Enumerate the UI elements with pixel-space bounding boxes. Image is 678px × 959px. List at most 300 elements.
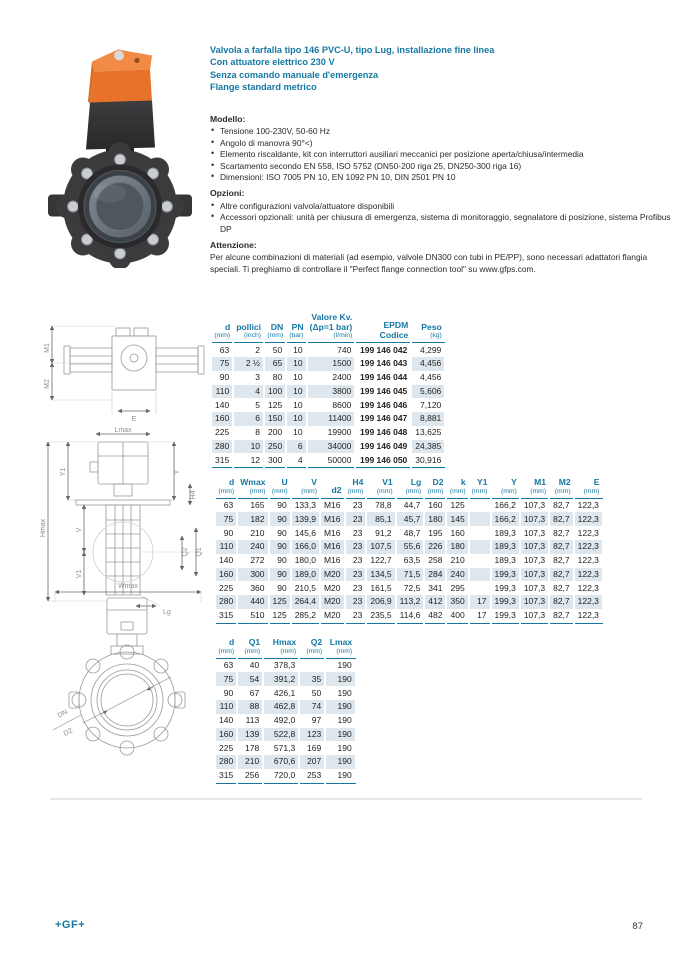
column-header: d (mm) (215, 478, 237, 498)
table-cell: 4,299 (411, 343, 445, 357)
title-line: Valvola a farfalla tipo 146 PVC-U, tipo Lug, installazione fine linea (210, 45, 495, 55)
table-cell: 182 (237, 512, 268, 526)
table-cell: 35 (299, 672, 325, 686)
table-cell: 122,3 (574, 554, 603, 568)
table-cell: 295 (446, 581, 468, 595)
table-cell: 82,7 (549, 526, 574, 540)
table-cell (469, 498, 491, 512)
table-cell: 10 (286, 343, 306, 357)
table-cell: 107,3 (520, 540, 549, 554)
dim-label-wmax: Wmax (118, 583, 138, 590)
modello-list (210, 126, 675, 183)
table-cell: 189,0 (291, 568, 320, 582)
table-cell: 107,3 (520, 526, 549, 540)
table-cell: 44,7 (396, 498, 425, 512)
column-header: Y (mm) (491, 478, 520, 498)
table-cell: 107,3 (520, 581, 549, 595)
dim-label-q2: Q2 (182, 547, 189, 557)
table-row (215, 686, 355, 700)
column-header: d (mm) (215, 638, 237, 658)
table-cell: 189,3 (491, 526, 520, 540)
table-cell: 122,3 (574, 581, 603, 595)
table-cell: 122,7 (366, 554, 395, 568)
table-cell: 272 (237, 554, 268, 568)
table-cell: 50 (264, 343, 286, 357)
spec-item: • Elemento riscaldante, kit con interruttori ausiliari meccanici per posizione aperta/chiusa/intermedia (210, 149, 675, 160)
table-cell: 5,606 (411, 385, 445, 399)
table-row (215, 498, 602, 512)
table-cell: 160 (215, 728, 237, 742)
table-cell: 80 (264, 371, 286, 385)
table-cell: 90 (269, 568, 291, 582)
table-cell: 178 (237, 741, 263, 755)
table-cell: 199 146 045 (355, 385, 411, 399)
table-cell: 90 (269, 498, 291, 512)
table-cell: 71,5 (396, 568, 425, 582)
table-cell: 256 (237, 769, 263, 783)
table-cell: 139,9 (291, 512, 320, 526)
section-opzioni-label: Opzioni: (210, 188, 245, 199)
table-cell: 145,6 (291, 526, 320, 540)
column-header: Lg (mm) (396, 478, 425, 498)
table-cell: 199 146 044 (355, 371, 411, 385)
dim-label-lg: Lg (163, 609, 171, 616)
table-cell: 285,2 (291, 609, 320, 623)
table-cell: 90 (211, 371, 233, 385)
table-cell: 48,7 (396, 526, 425, 540)
table-cell: 199 146 050 (355, 453, 411, 467)
table-cell: 90 (269, 581, 291, 595)
table-cell: 462,8 (263, 700, 299, 714)
table-cell: 63 (215, 658, 237, 672)
table-cell: 114,6 (396, 609, 425, 623)
table-cell: M20 (320, 595, 345, 609)
table-cell: 50000 (307, 453, 356, 467)
table-row (211, 426, 445, 440)
table-cell: 11400 (307, 412, 356, 426)
table-cell: M16 (320, 512, 345, 526)
table-cell: 34000 (307, 440, 356, 454)
ordering-table (210, 313, 445, 468)
table-cell: 207 (299, 755, 325, 769)
table-cell: 122,3 (574, 609, 603, 623)
table-cell: 190 (325, 755, 355, 769)
table-cell: 180 (424, 512, 446, 526)
gf-logo: +GF+ (55, 919, 86, 931)
table-cell: 10 (286, 426, 306, 440)
table-row (211, 385, 445, 399)
column-header: H4 (mm) (345, 478, 367, 498)
page-number: 87 (632, 921, 643, 932)
opzioni-list (210, 201, 675, 235)
table-cell: 75 (215, 512, 237, 526)
table-cell: 740 (307, 343, 356, 357)
table-row (215, 769, 355, 783)
table-cell: 140 (211, 398, 233, 412)
dim-label-m2: M2 (44, 379, 51, 389)
table-cell: 7,120 (411, 398, 445, 412)
table-cell: 190 (325, 700, 355, 714)
table-cell: 210 (237, 526, 268, 540)
table-cell: 122,3 (574, 526, 603, 540)
section-attenzione-label: Attenzione: (210, 240, 257, 251)
table-row (211, 398, 445, 412)
table-cell: 1500 (307, 357, 356, 371)
dim-label-y1-upper: Y1 (60, 467, 67, 477)
dim-label-m1: M1 (44, 343, 51, 353)
table-row (211, 357, 445, 371)
table-cell: 350 (446, 595, 468, 609)
table-cell: 107,3 (520, 512, 549, 526)
table-cell: 190 (325, 741, 355, 755)
table-cell: 258 (424, 554, 446, 568)
table-cell: 140 (215, 714, 237, 728)
table-cell: 250 (264, 440, 286, 454)
table-cell: 199 146 049 (355, 440, 411, 454)
table-cell: 670,6 (263, 755, 299, 769)
dim-label-dn: DN (56, 708, 69, 720)
table-cell: 55,6 (396, 540, 425, 554)
table-cell: 206,9 (366, 595, 395, 609)
table-cell: 123 (299, 728, 325, 742)
table-cell: 280 (215, 755, 237, 769)
table-cell: 75 (215, 672, 237, 686)
table-cell: 3 (233, 371, 264, 385)
table-cell: M20 (320, 581, 345, 595)
table-cell: M20 (320, 609, 345, 623)
table-row (215, 540, 602, 554)
table-cell: 122,3 (574, 568, 603, 582)
table-cell: 90 (269, 512, 291, 526)
table-cell: 90 (215, 526, 237, 540)
table-cell: M16 (320, 526, 345, 540)
table-cell: 225 (215, 741, 237, 755)
table-cell: 107,5 (366, 540, 395, 554)
table-cell: 166,2 (491, 498, 520, 512)
table-cell: 12 (233, 453, 264, 467)
table-cell: 107,3 (520, 568, 549, 582)
column-header: D2 (mm) (424, 478, 446, 498)
table-cell: 19900 (307, 426, 356, 440)
table-cell: 190 (325, 686, 355, 700)
table-row (215, 714, 355, 728)
table-cell: 107,3 (520, 595, 549, 609)
table-cell: 280 (211, 440, 233, 454)
table-cell: 199 146 047 (355, 412, 411, 426)
table-cell: 150 (264, 412, 286, 426)
column-header: EPDM Codice (355, 313, 411, 343)
table-cell: 2 ½ (233, 357, 264, 371)
table-cell (469, 554, 491, 568)
table-cell: 199,3 (491, 568, 520, 582)
table-cell: 189,3 (491, 554, 520, 568)
table-cell: 253 (299, 769, 325, 783)
table-cell: 90 (269, 554, 291, 568)
table-cell: 160 (446, 526, 468, 540)
table-cell: 522,8 (263, 728, 299, 742)
table-cell: 210,5 (291, 581, 320, 595)
table-cell: 23 (345, 595, 367, 609)
table-cell: 82,7 (549, 512, 574, 526)
table-row (215, 700, 355, 714)
spec-item: • Angolo di manovra 90°<) (210, 138, 675, 149)
column-header: M2 (mm) (549, 478, 574, 498)
table-row (215, 554, 602, 568)
table-cell: 23 (345, 498, 367, 512)
dimensions-table (214, 478, 603, 624)
table-cell (469, 512, 491, 526)
table-cell: 75 (211, 357, 233, 371)
table-cell: 2 (233, 343, 264, 357)
table-cell: 88 (237, 700, 263, 714)
table-cell: 4 (233, 385, 264, 399)
table-cell: 300 (264, 453, 286, 467)
table-cell: 17 (469, 609, 491, 623)
table-cell: 190 (325, 714, 355, 728)
spec-item: • Dimensioni: ISO 7005 PN 10, EN 1092 PN 10, DIN 2501 PN 10 (210, 172, 675, 183)
table-cell: 82,7 (549, 540, 574, 554)
table-cell: 169 (299, 741, 325, 755)
table-cell: 199 146 048 (355, 426, 411, 440)
valve-flange (48, 143, 192, 269)
table-cell: 54 (237, 672, 263, 686)
description-sections (210, 114, 675, 275)
table-cell: 107,3 (520, 609, 549, 623)
table-cell: 97 (299, 714, 325, 728)
dim-label-v1: V1 (76, 569, 83, 579)
section-divider (50, 798, 642, 800)
spec-item: • Tensione 100-230V, 50-60 Hz (210, 126, 675, 137)
table-cell: 10 (286, 385, 306, 399)
table-cell: 74 (299, 700, 325, 714)
table-cell: 199,3 (491, 609, 520, 623)
table-cell: 10 (286, 357, 306, 371)
table-cell: 400 (446, 609, 468, 623)
table-cell: 122,3 (574, 595, 603, 609)
dim-label-d2: D2 (62, 727, 74, 738)
table-cell: 125 (446, 498, 468, 512)
table-cell: 125 (269, 595, 291, 609)
table-cell: 225 (211, 426, 233, 440)
table-cell: 139 (237, 728, 263, 742)
table-cell: 180 (446, 540, 468, 554)
table-cell: 199,3 (491, 595, 520, 609)
table-cell (469, 568, 491, 582)
table-cell: 110 (215, 700, 237, 714)
table-cell: 160 (211, 412, 233, 426)
page-title (210, 44, 670, 94)
table-cell: 190 (325, 728, 355, 742)
table-cell: M16 (320, 498, 345, 512)
section-modello-label: Modello: (210, 114, 246, 124)
column-header: Valore Kv. (Δp=1 bar) (l/min) (307, 313, 356, 343)
table-cell: 412 (424, 595, 446, 609)
table-cell: 210 (446, 554, 468, 568)
table-cell: 200 (264, 426, 286, 440)
column-header: Lmax (mm) (325, 638, 355, 658)
table-cell: 23 (345, 554, 367, 568)
spec-item: • Altre configurazioni valvola/attuatore disponibili (210, 201, 675, 212)
table-cell: 82,7 (549, 498, 574, 512)
column-header: d2 (320, 478, 345, 498)
table-row (215, 526, 602, 540)
table-cell: 78,8 (366, 498, 395, 512)
dim-label-q1: Q1 (196, 547, 203, 557)
table-cell: 8 (233, 426, 264, 440)
table-cell: 90 (269, 540, 291, 554)
table-cell: 63,5 (396, 554, 425, 568)
table-cell: 8600 (307, 398, 356, 412)
table-cell: 91,2 (366, 526, 395, 540)
table-cell: 360 (237, 581, 268, 595)
table-cell: 10 (286, 371, 306, 385)
table-cell: 110 (215, 540, 237, 554)
table-cell: 300 (237, 568, 268, 582)
table-cell: 23 (345, 526, 367, 540)
table-row (215, 658, 355, 672)
table-cell: 720,0 (263, 769, 299, 783)
table-row (211, 343, 445, 357)
table-cell: 23 (345, 609, 367, 623)
table-row (215, 741, 355, 755)
table-cell: 510 (237, 609, 268, 623)
table-cell: 40 (237, 658, 263, 672)
dim-label-v: V (76, 527, 83, 533)
table-cell: 199 146 043 (355, 357, 411, 371)
table-cell (469, 540, 491, 554)
table-cell: 72,5 (396, 581, 425, 595)
table-cell: 4,456 (411, 357, 445, 371)
table-cell: 10 (286, 398, 306, 412)
column-header: E (mm) (574, 478, 603, 498)
column-header: k (mm) (446, 478, 468, 498)
table-cell: 82,7 (549, 581, 574, 595)
table-cell: 199,3 (491, 581, 520, 595)
table-cell: 85,1 (366, 512, 395, 526)
table-cell: 264,4 (291, 595, 320, 609)
table-cell: 280 (215, 595, 237, 609)
table-row (215, 512, 602, 526)
table-cell: 82,7 (549, 609, 574, 623)
drawing-front-view (45, 580, 211, 760)
table-cell: 210 (237, 755, 263, 769)
table-cell: 82,7 (549, 595, 574, 609)
table-cell: 166,2 (491, 512, 520, 526)
table-cell: 45,7 (396, 512, 425, 526)
table-cell: M16 (320, 540, 345, 554)
column-header: V1 (mm) (366, 478, 395, 498)
dim-label-hmax: Hmax (40, 518, 47, 538)
dim-label-h4: H4 (190, 490, 197, 500)
table-cell: 134,5 (366, 568, 395, 582)
table-cell: 378,3 (263, 658, 299, 672)
table-cell: 113,2 (396, 595, 425, 609)
table-cell: 110 (211, 385, 233, 399)
table-row (211, 412, 445, 426)
table-cell: 440 (237, 595, 268, 609)
table-cell: 180,0 (291, 554, 320, 568)
table-cell: 190 (325, 658, 355, 672)
column-header: DN (mm) (264, 313, 286, 343)
dim-label-y: Y (174, 469, 181, 475)
table-cell: 50 (299, 686, 325, 700)
dim-label-lmax: Lmax (114, 427, 132, 434)
table-cell: 23 (345, 568, 367, 582)
table-cell: 199 146 046 (355, 398, 411, 412)
table-row (215, 568, 602, 582)
column-header: Peso (kg) (411, 313, 445, 343)
table-cell: 225 (215, 581, 237, 595)
table-cell: M16 (320, 554, 345, 568)
table-row (215, 595, 602, 609)
table-cell: 107,3 (520, 498, 549, 512)
column-header: V (mm) (291, 478, 320, 498)
height-table (214, 638, 356, 784)
column-header: M1 (mm) (520, 478, 549, 498)
table-cell: 240 (446, 568, 468, 582)
table-row (215, 581, 602, 595)
table-cell: 391,2 (263, 672, 299, 686)
table-cell: 145 (446, 512, 468, 526)
table-row (215, 672, 355, 686)
table-cell: 82,7 (549, 554, 574, 568)
table-cell: 315 (215, 609, 237, 623)
column-header: Wmax (mm) (237, 478, 268, 498)
title-line: Flange standard metrico (210, 82, 317, 93)
table-cell: 113 (237, 714, 263, 728)
table-cell: 90 (269, 526, 291, 540)
table-cell: 426,1 (263, 686, 299, 700)
actuator-body (86, 101, 155, 150)
product-photo (30, 40, 210, 268)
table-cell: 10 (233, 440, 264, 454)
table-cell: 23 (345, 512, 367, 526)
column-header: Hmax (mm) (263, 638, 299, 658)
table-cell: 17 (469, 595, 491, 609)
table-cell: 341 (424, 581, 446, 595)
table-cell: 125 (264, 398, 286, 412)
table-cell: 30,916 (411, 453, 445, 467)
table-cell: 4,456 (411, 371, 445, 385)
column-header: d (mm) (211, 313, 233, 343)
table-cell: 10 (286, 412, 306, 426)
actuator-orange (88, 50, 152, 104)
dim-label-e: E (131, 416, 137, 423)
table-cell: 482 (424, 609, 446, 623)
table-cell: 133,3 (291, 498, 320, 512)
table-cell: 166,0 (291, 540, 320, 554)
table-cell (299, 658, 325, 672)
column-header: U (mm) (269, 478, 291, 498)
table-cell: 160 (215, 568, 237, 582)
table-cell: 161,5 (366, 581, 395, 595)
table-cell: 63 (211, 343, 233, 357)
table-cell: 165 (237, 498, 268, 512)
table-cell: 189,3 (491, 540, 520, 554)
table-row (215, 609, 602, 623)
table-cell: 571,3 (263, 741, 299, 755)
column-header: Q1 (mm) (237, 638, 263, 658)
table-cell: 23 (345, 540, 367, 554)
table-cell: 160 (424, 498, 446, 512)
table-cell: 125 (269, 609, 291, 623)
table-cell: 235,5 (366, 609, 395, 623)
table-cell: 140 (215, 554, 237, 568)
table-cell: 4 (286, 453, 306, 467)
table-cell: 492,0 (263, 714, 299, 728)
table-cell: 6 (286, 440, 306, 454)
table-cell: 100 (264, 385, 286, 399)
